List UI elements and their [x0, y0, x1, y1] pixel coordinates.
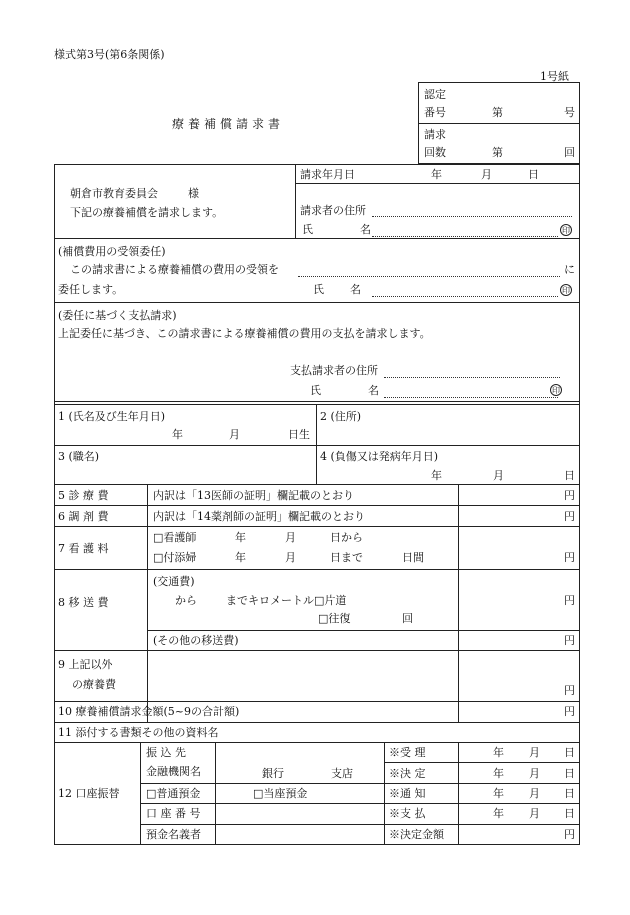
r9-label-2: の療養費: [72, 678, 116, 691]
name-field[interactable]: [372, 236, 558, 237]
office-month: 月: [529, 787, 540, 800]
row-line: [54, 445, 580, 446]
delegation-name-field[interactable]: [372, 296, 558, 297]
payment-name-1: 氏: [310, 384, 321, 397]
bank-shiten: 支店: [331, 767, 353, 780]
office-day: 日: [564, 746, 575, 759]
row-line: [54, 722, 580, 723]
date-day: 日: [528, 168, 539, 181]
sheet-number: 1号紙: [540, 70, 569, 83]
info-job: 3 (職名): [58, 450, 100, 463]
r11-label: 11 添付する書類その他の資料名: [58, 726, 219, 739]
r9-label-1: 9 上記以外: [58, 658, 113, 671]
r7-days: 日間: [402, 551, 424, 564]
office-uketsuke: ※受 理: [389, 746, 426, 759]
r8-other: (その他の移送費): [153, 634, 239, 647]
r7-year-2: 年: [235, 551, 246, 564]
bank-label: 12 口座振替: [58, 787, 120, 800]
date-underline: [295, 183, 580, 184]
r6-label: 6 調 剤 費: [58, 510, 109, 523]
bank-holder: 預金名義者: [146, 828, 201, 841]
row-line: [54, 742, 580, 743]
office-month: 月: [529, 807, 540, 820]
payment-address-label: 支払請求者の住所: [290, 364, 378, 377]
delegation-name-1: 氏: [313, 283, 324, 296]
office-kettei: ※決 定: [389, 767, 426, 780]
r5-text: 内訳は「13医師の証明」欄記載のとおり: [153, 489, 354, 502]
bank-institution: 金融機関名: [146, 765, 201, 778]
r7-nurse[interactable]: □看護師: [153, 531, 197, 544]
form-number: 様式第3号(第6条関係): [54, 48, 165, 61]
seikyu-label: 請求: [424, 128, 446, 141]
delegation-line1: この請求書による療養補償の費用の受領を: [70, 263, 279, 276]
delegation-ni: に: [564, 263, 575, 276]
office-year: 年: [493, 787, 504, 800]
name-label-2: 名: [360, 223, 371, 236]
office-month: 月: [529, 746, 540, 759]
delegation-heading: (補償費用の受領委任): [58, 245, 166, 258]
section-line: [54, 238, 580, 239]
r7-from: 日から: [330, 531, 363, 544]
request-divider: [295, 164, 296, 238]
nintei-label: 認定: [424, 88, 446, 101]
date-month: 月: [481, 168, 492, 181]
form-title: 療養補償請求書: [172, 117, 285, 131]
row-line: [140, 824, 580, 825]
bank-field-divider: [215, 742, 216, 845]
dob-year: 年: [172, 428, 183, 441]
office-value-divider: [458, 742, 459, 845]
r10-label: 10 療養補償請求金額(5~9の合計額): [58, 705, 240, 718]
go-label: 号: [564, 106, 575, 119]
r8-times: 回: [402, 612, 413, 625]
bank-label-divider: [140, 742, 141, 845]
r8-yen: 円: [564, 594, 575, 607]
kai-label: 回: [564, 146, 575, 159]
bank-furikomi: 振 込 先: [146, 746, 186, 759]
office-day: 日: [564, 807, 575, 820]
row-line: [54, 569, 580, 570]
seal-mark: 印: [562, 226, 570, 235]
payment-name-2: 名: [368, 384, 379, 397]
injury-month: 月: [493, 469, 504, 482]
payment-address-field[interactable]: [384, 377, 560, 378]
double-line-a: [54, 401, 580, 402]
r7-yen: 円: [564, 551, 575, 564]
row-line: [54, 484, 580, 485]
office-tsuchi: ※通 知: [389, 787, 426, 800]
bank-futsu[interactable]: □普通預金: [146, 787, 201, 800]
dai-label-2: 第: [492, 146, 503, 159]
r6-text: 内訳は「14薬剤師の証明」欄記載のとおり: [153, 510, 365, 523]
r10-yen: 円: [564, 705, 575, 718]
recipient: 朝倉市教育委員会: [70, 187, 158, 200]
kaisu-label: 回数: [424, 146, 446, 159]
bank-toza[interactable]: □当座預金: [253, 787, 308, 800]
row-line: [384, 762, 580, 763]
seal-mark: 印: [552, 386, 560, 395]
office-year: 年: [493, 746, 504, 759]
r8-other-yen: 円: [564, 634, 575, 647]
dob-suffix: 日生: [288, 428, 310, 441]
header-divider: [418, 123, 580, 124]
r7-year-1: 年: [235, 531, 246, 544]
row-line: [54, 505, 580, 506]
delegation-name-2: 名: [350, 283, 361, 296]
payment-heading: (委任に基づく支払請求): [58, 309, 177, 322]
row-line: [140, 803, 580, 804]
bango-label: 番号: [424, 106, 446, 119]
r7-month-1: 月: [285, 531, 296, 544]
r8-to: までキロメートル□片道: [226, 594, 347, 607]
dai-label: 第: [492, 106, 503, 119]
office-amount: ※決定金額: [389, 828, 444, 841]
row-line: [147, 630, 580, 631]
office-day: 日: [564, 767, 575, 780]
address-label: 請求者の住所: [300, 204, 366, 217]
cost-amount-divider: [458, 484, 459, 722]
dob-month: 月: [229, 428, 240, 441]
row-line: [140, 783, 580, 784]
r8-transport: (交通費): [153, 575, 195, 588]
office-year: 年: [493, 807, 504, 820]
date-label: 請求年月日: [300, 168, 355, 181]
injury-day: 日: [564, 469, 575, 482]
date-year: 年: [431, 168, 442, 181]
row-line: [54, 701, 580, 702]
row-line: [54, 650, 580, 651]
office-yen: 円: [564, 828, 575, 841]
r6-yen: 円: [564, 510, 575, 523]
office-shiharai: ※支 払: [389, 807, 426, 820]
cost-label-divider: [147, 484, 148, 722]
office-day: 日: [564, 787, 575, 800]
office-year: 年: [493, 767, 504, 780]
double-line-b: [54, 404, 580, 405]
info-divider: [316, 404, 317, 484]
r7-until: 日まで: [330, 551, 363, 564]
r5-yen: 円: [564, 489, 575, 502]
recipient-sama: 様: [188, 187, 199, 200]
bank-ginko: 銀行: [262, 767, 284, 780]
r8-round[interactable]: □往復: [318, 612, 351, 625]
name-label-1: 氏: [302, 223, 313, 236]
r7-label: 7 看 護 料: [58, 542, 109, 555]
office-divider: [384, 742, 385, 845]
info-name-dob: 1 (氏名及び生年月日): [58, 410, 166, 423]
r7-attendant[interactable]: □付添婦: [153, 551, 197, 564]
bank-account-no: 口 座 番 号: [146, 807, 201, 820]
info-injury-date: 4 (負傷又は発病年月日): [320, 450, 439, 463]
request-message: 下記の療養補償を請求します。: [70, 206, 224, 219]
r8-label: 8 移 送 費: [58, 596, 109, 609]
payment-name-field[interactable]: [384, 397, 558, 398]
address-field[interactable]: [372, 216, 572, 217]
row-line: [54, 526, 580, 527]
info-address: 2 (住所): [320, 410, 362, 423]
r5-label: 5 診 療 費: [58, 489, 109, 502]
r7-month-2: 月: [285, 551, 296, 564]
payment-line1: 上記委任に基づき、この請求書による療養補償の費用の支払を請求します。: [58, 327, 431, 340]
section-line: [54, 302, 580, 303]
office-month: 月: [529, 767, 540, 780]
injury-year: 年: [431, 469, 442, 482]
r8-from: から: [175, 594, 197, 607]
delegate-field[interactable]: [298, 276, 560, 277]
delegation-line2: 委任します。: [58, 283, 124, 296]
seal-mark: 印: [562, 286, 570, 295]
r9-yen: 円: [564, 684, 575, 697]
